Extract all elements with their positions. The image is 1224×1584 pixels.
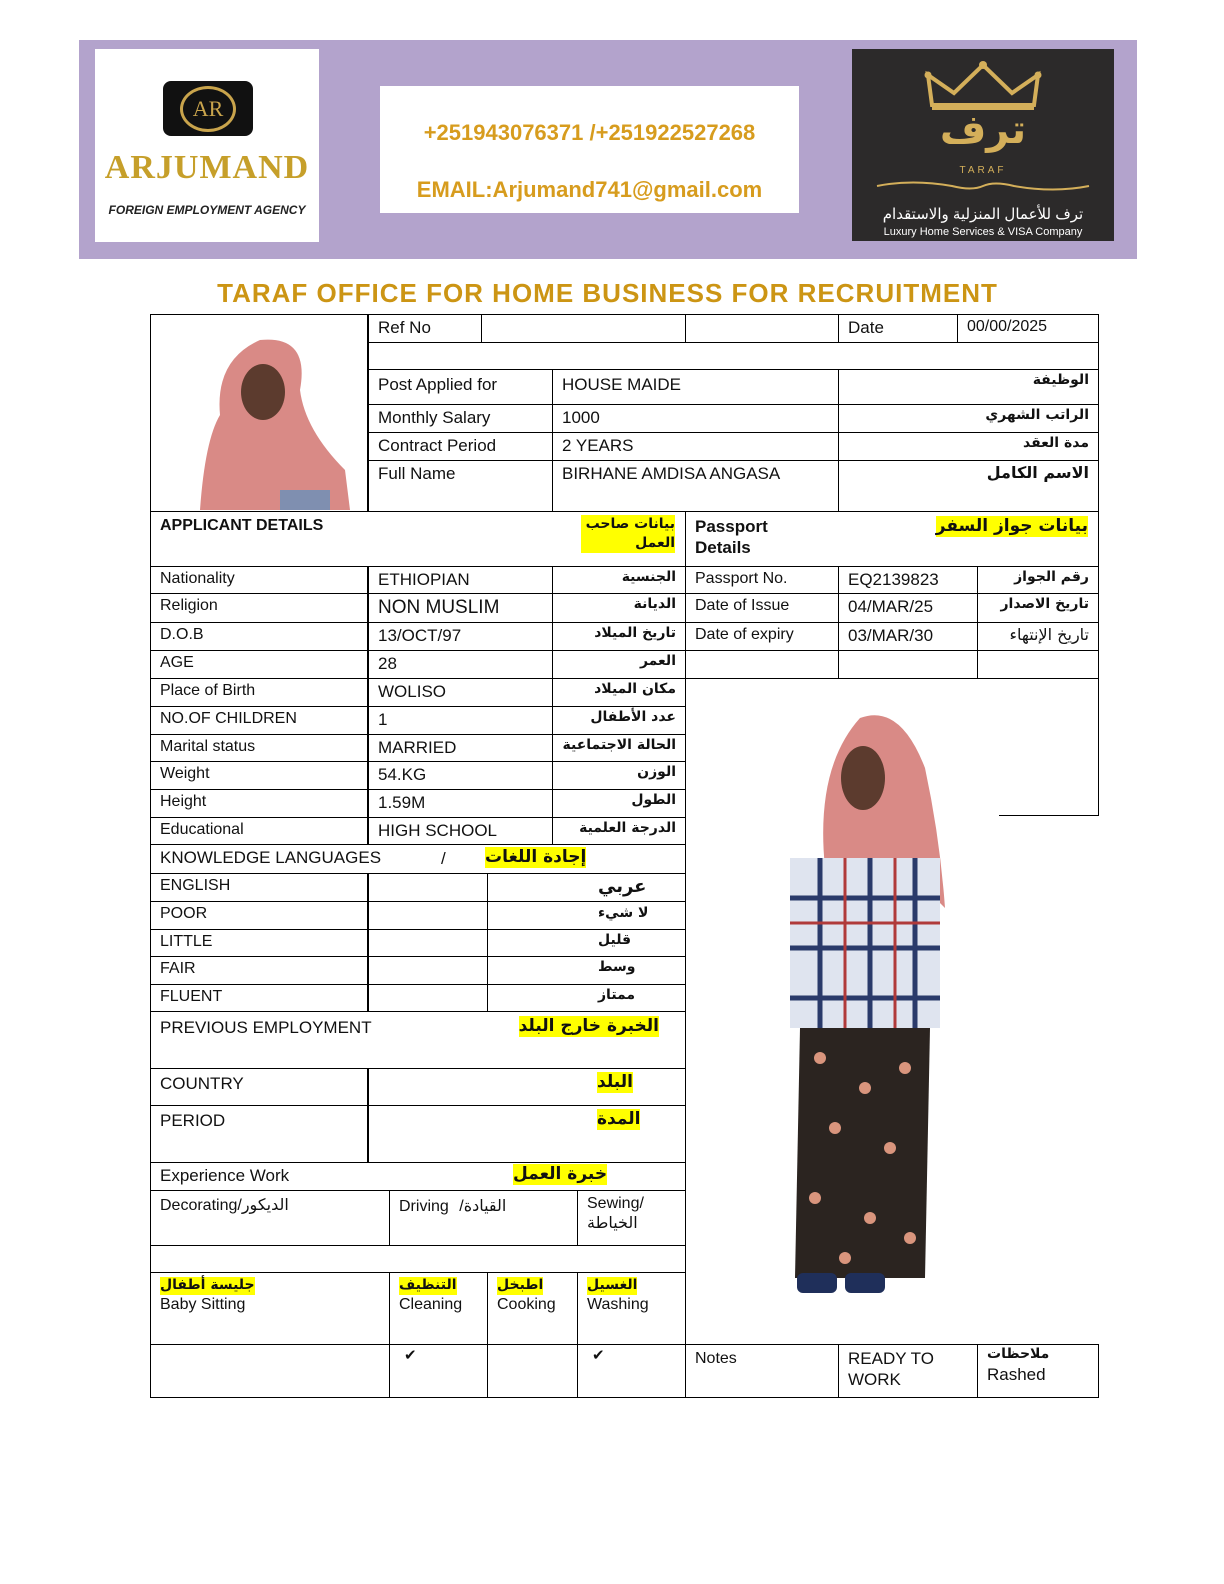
children-label: NO.OF CHILDREN (150, 706, 368, 735)
passport-details-heading-ar: بيانات جواز السفر (935, 516, 1088, 536)
driving-cell: Driving /القيادة (389, 1190, 578, 1246)
height-ar: الطول (552, 789, 686, 818)
ref-no-extra[interactable] (685, 314, 839, 343)
weight-label: Weight (150, 761, 368, 790)
sewing-cell: Sewing/ الخياطة (577, 1190, 686, 1246)
notes-label: Notes (685, 1344, 839, 1398)
lang-english-cell-2[interactable]: عربي (487, 873, 686, 902)
experience-blank-row (150, 1245, 686, 1273)
weight-value: 54.KG (368, 761, 553, 790)
ar-monogram-icon: AR (163, 81, 253, 136)
previous-employment-heading-ar: الخبرة خارج البلد (518, 1016, 659, 1036)
lang-poor-cell-2[interactable]: لا شيء (487, 901, 686, 930)
ref-no-label: Ref No (368, 314, 482, 343)
age-ar: العمر (552, 650, 686, 679)
education-value: HIGH SCHOOL (368, 817, 553, 845)
passport-details-heading: Passport Details بيانات جواز السفر (685, 511, 1099, 567)
passport-blank-3 (977, 650, 1099, 679)
period-ar: المدة (597, 1109, 641, 1129)
partner-name-en: TARAF (959, 165, 1007, 176)
phone-numbers: +251943076371 /+251922527268 (423, 120, 756, 145)
crown-icon (922, 61, 1044, 113)
country-ar: البلد (597, 1072, 633, 1092)
passport-no-ar: رقم الجواز (977, 566, 1099, 594)
email-address: EMAIL:Arjumand741@gmail.com (416, 177, 763, 202)
height-label: Height (150, 789, 368, 818)
photo-area-right-border (1098, 678, 1099, 816)
post-value: HOUSE MAIDE (552, 369, 839, 405)
skill-baby-sitting: جليسة أطفال Baby Sitting (150, 1272, 390, 1345)
salary-value: 1000 (552, 404, 839, 433)
religion-value: NON MUSLIM (368, 593, 553, 623)
period-value[interactable] (368, 1105, 686, 1163)
blank-row (368, 342, 1099, 370)
dob-label: D.O.B (150, 622, 368, 651)
lang-fluent-label: FLUENT (150, 984, 368, 1012)
photo-area-bottom-border (999, 815, 1099, 816)
birthplace-value: WOLISO (368, 678, 553, 707)
date-value: 00/00/2025 (957, 314, 1099, 343)
country-value[interactable] (368, 1068, 686, 1106)
issue-date-ar: تاريخ الاصدار (977, 593, 1099, 623)
expiry-date-ar: تاريخ الإنتهاء (977, 622, 1099, 651)
education-ar: الدرجة العلمية (552, 817, 686, 845)
expiry-date-label: Date of expiry (685, 622, 839, 651)
page-title: TARAF OFFICE FOR HOME BUSINESS FOR RECRUITMENT (217, 278, 998, 308)
post-label: Post Applied for (368, 369, 553, 405)
children-value: 1 (368, 706, 553, 735)
nationality-value: ETHIOPIAN (368, 566, 553, 594)
notes-by: Rashed (987, 1364, 1046, 1384)
lang-fair-cell-2[interactable]: وسط (487, 956, 686, 985)
period-label: PERIOD (150, 1105, 368, 1163)
notes-value: READY TO WORK (838, 1344, 978, 1398)
baby-sitting-checkbox[interactable] (150, 1344, 390, 1398)
fullname-label: Full Name (368, 460, 553, 512)
cleaning-checkbox[interactable]: ✔ (389, 1344, 488, 1398)
previous-employment-heading: PREVIOUS EMPLOYMENT الخبرة خارج البلد (150, 1011, 686, 1069)
passport-blank-2 (838, 650, 978, 679)
passport-no-value: EQ2139823 (838, 566, 978, 594)
issue-date-label: Date of Issue (685, 593, 839, 623)
skill-cooking: اطبخل Cooking (487, 1272, 578, 1345)
salary-label: Monthly Salary (368, 404, 553, 433)
religion-label: Religion (150, 593, 368, 623)
marital-label: Marital status (150, 734, 368, 762)
contract-ar: مدة العقد (838, 432, 1099, 461)
education-label: Educational (150, 817, 368, 845)
skill-washing: الغسيل Washing (577, 1272, 686, 1345)
applicant-full-body-photo (775, 708, 965, 1308)
experience-heading-ar: خبرة العمل (513, 1164, 608, 1184)
contact-box (380, 86, 799, 213)
passport-blank-1 (685, 650, 839, 679)
partner-tagline: Luxury Home Services & VISA Company (883, 226, 1083, 238)
children-ar: عدد الأطفال (552, 706, 686, 735)
languages-heading-ar: إجادة اللغات (485, 847, 587, 867)
nationality-label: Nationality (150, 566, 368, 594)
salary-ar: الراتب الشهري (838, 404, 1099, 433)
lang-little-label: LITTLE (150, 929, 368, 957)
dob-value: 13/OCT/97 (368, 622, 553, 651)
applicant-portrait-photo (160, 320, 360, 510)
lang-fluent-cell-1[interactable] (368, 984, 488, 1012)
arjumand-logo (95, 49, 319, 242)
lang-english-label: ENGLISH (150, 873, 368, 902)
flourish-ornament-icon (872, 179, 1094, 193)
partner-desc-ar: ترف للأعمال المنزلية والاستقدام (882, 206, 1084, 223)
country-label: COUNTRY (150, 1068, 368, 1106)
applicant-details-heading: APPLICANT DETAILS بيانات صاحب العمل (150, 511, 686, 567)
age-value: 28 (368, 650, 553, 679)
fullname-value: BIRHANE AMDISA ANGASA (552, 460, 839, 512)
partner-name-ar: ترف (939, 107, 1027, 153)
brand-subtitle: FOREIGN EMPLOYMENT AGENCY (108, 203, 306, 217)
birthplace-ar: مكان الميلاد (552, 678, 686, 707)
lang-poor-label: POOR (150, 901, 368, 930)
skill-cleaning: التنظيف Cleaning (389, 1272, 488, 1345)
notes-ar: ملاحظات (987, 1346, 1050, 1362)
contract-value: 2 YEARS (552, 432, 839, 461)
issue-date-value: 04/MAR/25 (838, 593, 978, 623)
post-ar: الوظيفة (838, 369, 1099, 405)
lang-fluent-cell-2[interactable]: ممتاز (487, 984, 686, 1012)
marital-ar: الحالة الاجتماعية (552, 734, 686, 762)
lang-little-cell-1[interactable] (368, 929, 488, 957)
lang-poor-cell-1[interactable] (368, 901, 488, 930)
languages-heading: KNOWLEDGE LANGUAGES / إجادة اللغات (150, 844, 686, 874)
lang-fair-label: FAIR (150, 956, 368, 985)
passport-no-label: Passport No. (685, 566, 839, 594)
cooking-checkbox[interactable] (487, 1344, 578, 1398)
taraf-logo (852, 49, 1114, 241)
date-label: Date (838, 314, 958, 343)
height-value: 1.59M (368, 789, 553, 818)
lang-english-cell-1[interactable] (368, 873, 488, 902)
marital-value: MARRIED (368, 734, 553, 762)
fullname-ar: الاسم الكامل (838, 460, 1099, 512)
decorating-cell: Decorating/الديكور (150, 1190, 390, 1246)
dob-ar: تاريخ الميلاد (552, 622, 686, 651)
contract-label: Contract Period (368, 432, 553, 461)
expiry-date-value: 03/MAR/30 (838, 622, 978, 651)
notes-by-cell (977, 1344, 1099, 1398)
birthplace-label: Place of Birth (150, 678, 368, 707)
age-label: AGE (150, 650, 368, 679)
religion-ar: الديانة (552, 593, 686, 623)
weight-ar: الوزن (552, 761, 686, 790)
nationality-ar: الجنسية (552, 566, 686, 594)
experience-heading: Experience Work خبرة العمل (150, 1162, 686, 1191)
ref-no-value[interactable] (481, 314, 686, 343)
washing-checkbox[interactable]: ✔ (577, 1344, 686, 1398)
brand-name: ARJUMAND (104, 149, 310, 186)
lang-fair-cell-1[interactable] (368, 956, 488, 985)
lang-little-cell-2[interactable]: قليل (487, 929, 686, 957)
applicant-details-heading-ar: بيانات صاحب العمل (581, 515, 675, 553)
